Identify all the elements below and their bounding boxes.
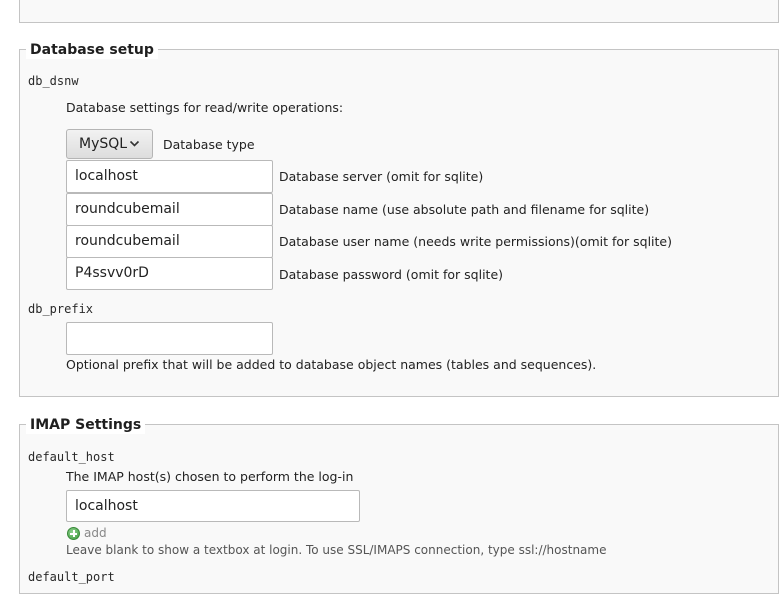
database-setup-legend: Database setup [26, 41, 158, 59]
add-host-link[interactable] [67, 525, 107, 541]
db-type-label: Database type [163, 137, 255, 152]
db-prefix-description: Optional prefix that will be added to database object names (tables and sequences). [66, 357, 597, 372]
imap-settings-legend: IMAP Settings [26, 416, 145, 434]
db-name-label: Database name (use absolute path and filename for sqlite) [279, 202, 650, 217]
db-dsnw-key: db_dsnw [28, 74, 79, 88]
db-prefix-input[interactable] [66, 322, 273, 355]
db-dsnw-description: Database settings for read/write operations: [66, 100, 344, 115]
db-type-select[interactable] [66, 129, 153, 159]
db-user-input[interactable]: roundcubemail [66, 225, 273, 258]
db-password-input[interactable]: P4ssvv0rD [66, 257, 273, 290]
db-type-selected-value: MySQL [79, 136, 128, 152]
default-host-input[interactable]: localhost [66, 490, 360, 522]
default-port-key: default_port [28, 570, 115, 584]
chevron-down-icon [129, 138, 140, 149]
default-host-description: The IMAP host(s) chosen to perform the log-in [66, 469, 354, 484]
db-password-label: Database password (omit for sqlite) [279, 267, 504, 282]
add-host-label: add [84, 526, 107, 540]
default-host-hint: Leave blank to show a textbox at login. To use SSL/IMAPS connection, type ssl://hostname [66, 543, 607, 557]
db-user-label: Database user name (needs write permissions)(omit for sqlite) [279, 234, 672, 249]
db-prefix-key: db_prefix [28, 302, 94, 316]
db-server-label: Database server (omit for sqlite) [279, 169, 484, 184]
previous-fieldset [19, 0, 779, 23]
plus-circle-icon [67, 527, 80, 540]
db-server-input[interactable]: localhost [66, 160, 273, 193]
default-host-key: default_host [28, 450, 115, 464]
db-name-input[interactable]: roundcubemail [66, 193, 273, 226]
